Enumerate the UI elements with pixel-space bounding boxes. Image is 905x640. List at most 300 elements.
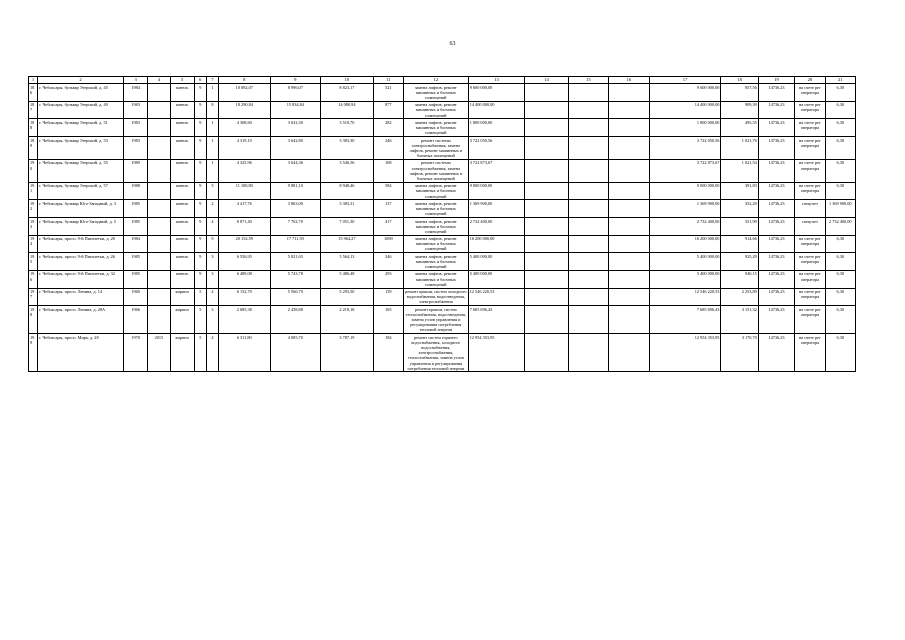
budget-cell: [568, 288, 608, 306]
rate-cell: 6,30: [825, 306, 855, 334]
total-cost-cell: 1 800 000,00: [468, 119, 525, 137]
floors-cell: 9: [194, 84, 206, 102]
floors-cell: 5: [194, 288, 206, 306]
wall-material-cell: панель: [170, 159, 194, 182]
build-year-cell: 1983: [124, 101, 148, 119]
rate-cell: 6,30: [825, 182, 855, 200]
owners-funds-cell: 14 400 000,00: [649, 101, 721, 119]
owners-funds-cell: 3 722 873,67: [649, 159, 721, 182]
total-cost-cell: 14 400 000,00: [468, 101, 525, 119]
rate-cell: 6,30: [825, 84, 855, 102]
wall-material-cell: кирпич: [170, 288, 194, 306]
residents-cell: 168: [373, 159, 403, 182]
fund-cell: [525, 119, 568, 137]
address-cell: г. Чебоксары, бульвар Юго-Западный, д. 3: [38, 200, 124, 218]
fund-cell: [525, 84, 568, 102]
work-type-cell: ремонт крыши, систем теплоснабжения, водоотведения, замена узлов управления и регулирования потребления тепловой энергии: [403, 306, 468, 334]
address-cell: г. Чебоксары, бульвар Эгерский, д. 45: [38, 84, 124, 102]
floors-cell: 9: [194, 270, 206, 288]
cost-per-sqm-cell: 925,29: [721, 253, 758, 271]
fund-cell: [525, 101, 568, 119]
cost-per-sqm-cell: 3 151,32: [721, 306, 758, 334]
column-number: 11: [373, 77, 403, 84]
residents-cell: 246: [373, 136, 403, 159]
owners-funds-cell: 9 600 000,00: [649, 84, 721, 102]
cost-per-sqm-cell: 1 021,54: [721, 159, 758, 182]
cost-per-sqm-cell: 914,66: [721, 235, 758, 253]
reconstruction-year-cell: [148, 235, 170, 253]
total-area-cell: 4 308,60: [219, 119, 271, 137]
column-number: 10: [321, 77, 374, 84]
wall-material-cell: панель: [170, 136, 194, 159]
table-row: [29, 253, 856, 271]
table-row: [29, 306, 856, 334]
work-type-cell: ремонт систем горячего водоснабжения, холодного водоснабжения, электроснабжения, теплоснабжения, замена узлов управления и регулирования потребления тепловой энергии: [403, 334, 468, 372]
rate-cell: 1 369 900,00: [825, 200, 855, 218]
total-cost-cell: 2 732 400,00: [468, 217, 525, 235]
other-cell: [609, 253, 649, 271]
limit-cost-cell: 14736,23: [758, 288, 794, 306]
row-number: 195: [29, 253, 38, 271]
column-number: 7: [206, 77, 218, 84]
floors-cell: 9: [194, 136, 206, 159]
column-number: 13: [468, 77, 525, 84]
reconstruction-year-cell: [148, 217, 170, 235]
reconstruction-year-cell: [148, 119, 170, 137]
address-cell: г. Чебоксары, бульвар Эгерский, д. 51: [38, 119, 124, 137]
limit-cost-cell: 14736,23: [758, 119, 794, 137]
owners-funds-cell: 7 685 696,43: [649, 306, 721, 334]
owners-funds-cell: 16 200 000,00: [649, 235, 721, 253]
living-area-cell: 14 080,94: [321, 101, 374, 119]
owners-funds-cell: 12 954 353,95: [649, 334, 721, 372]
column-number: 2: [38, 77, 124, 84]
premises-area-cell: 4 085,70: [270, 334, 321, 372]
total-area-cell: 10 082,07: [219, 84, 271, 102]
fund-cell: [525, 217, 568, 235]
limit-cost-cell: 14736,23: [758, 306, 794, 334]
other-cell: [609, 182, 649, 200]
living-area-cell: 8 948,46: [321, 182, 374, 200]
residents-cell: 877: [373, 101, 403, 119]
limit-cost-cell: 14736,23: [758, 334, 794, 372]
fund-cell: [525, 200, 568, 218]
premises-area-cell: 7 762,70: [270, 217, 321, 235]
owners-funds-cell: 3 722 050,56: [649, 136, 721, 159]
work-type-cell: ремонт крыши, систем холодного водоснабжения, водоотведения, электроснабжения: [405, 289, 467, 305]
work-type-cell: замена лифтов, ремонт машинных и блочных помещений: [403, 200, 468, 218]
column-number: 18: [721, 77, 758, 84]
work-type-cell: ремонт системы электроснабжения, замена лифтов, ремонт машинных и блочных помещений: [403, 136, 468, 159]
account-type-cell: на счете рег оператора: [795, 136, 825, 159]
table-row: [29, 235, 856, 253]
rate-cell: 6,30: [825, 101, 855, 119]
living-area-cell: 5 293,50: [321, 288, 374, 306]
cost-per-sqm-cell: 351,99: [721, 217, 758, 235]
total-area-cell: 6 311,80: [219, 334, 271, 372]
build-year-cell: 1989: [124, 159, 148, 182]
reconstruction-year-cell: [148, 182, 170, 200]
other-cell: [609, 235, 649, 253]
build-year-cell: 1983: [124, 136, 148, 159]
total-cost-cell: 12 954 353,95: [468, 334, 525, 372]
entrances-cell: 4: [206, 288, 218, 306]
floors-cell: 9: [194, 101, 206, 119]
address-cell: г. Чебоксары, бульвар Юго-Западный, д. 5: [38, 217, 124, 235]
column-number: 17: [649, 77, 721, 84]
table-row: [29, 334, 856, 372]
total-cost-cell: 3 722 050,56: [468, 136, 525, 159]
address-cell: г. Чебоксары, бульвар Эгерский, д. 49: [38, 101, 124, 119]
rate-cell: 6,30: [825, 136, 855, 159]
fund-cell: [525, 182, 568, 200]
living-area-cell: 3 383,30: [321, 136, 374, 159]
living-area-cell: 2 218,18: [321, 306, 374, 334]
limit-cost-cell: 14736,23: [758, 101, 794, 119]
account-type-cell: спецсчет: [795, 217, 825, 235]
total-area-cell: 20 152,59: [219, 235, 271, 253]
cost-per-sqm-cell: 391,83: [721, 182, 758, 200]
total-cost-cell: 9 000 000,00: [468, 182, 525, 200]
column-number: 16: [609, 77, 649, 84]
row-number: 190: [29, 159, 38, 182]
work-type-cell: замена лифтов, ремонт машинных и блочных помещений: [403, 101, 468, 119]
floors-cell: 9: [194, 200, 206, 218]
wall-material-cell: панель: [170, 182, 194, 200]
premises-area-cell: 3 642,80: [270, 136, 321, 159]
budget-cell: [568, 270, 608, 288]
other-cell: [609, 101, 649, 119]
budget-cell: [568, 119, 608, 137]
limit-cost-cell: 14736,23: [758, 136, 794, 159]
build-year-cell: 1983: [124, 119, 148, 137]
budget-cell: [568, 217, 608, 235]
total-area-cell: 8 871,40: [219, 217, 271, 235]
work-type-cell: замена лифтов, ремонт машинных и блочных помещений: [403, 84, 468, 102]
premises-area-cell: 5 821,65: [270, 253, 321, 271]
floors-cell: 5: [194, 306, 206, 334]
row-number: 191: [29, 182, 38, 200]
rate-cell: 6,30: [825, 235, 855, 253]
rate-cell: 6,30: [825, 270, 855, 288]
total-cost-cell: 16 200 000,00: [468, 235, 525, 253]
wall-material-cell: кирпич: [170, 306, 194, 334]
cost-per-sqm-cell: 940,15: [721, 270, 758, 288]
build-year-cell: 1960: [124, 288, 148, 306]
entrances-cell: 4: [206, 334, 218, 372]
row-number: 196: [29, 270, 38, 288]
cost-per-sqm-cell: 352,29: [721, 200, 758, 218]
address-cell: г. Чебоксары, просп. 9-й Пятилетки, д. 20: [38, 235, 124, 253]
fund-cell: [525, 306, 568, 334]
build-year-cell: 1984: [124, 235, 148, 253]
premises-area-cell: 5 743,78: [270, 270, 321, 288]
premises-area-cell: 3 863,00: [270, 200, 321, 218]
build-year-cell: 1985: [124, 200, 148, 218]
work-type-cell: замена лифтов, ремонт машинных и блочных помещений: [403, 235, 468, 253]
build-year-cell: 1966: [124, 306, 148, 334]
cost-per-sqm-cell: 3 170,70: [721, 334, 758, 372]
address-cell: г. Чебоксары, бульвар Эгерский, д. 55: [38, 159, 124, 182]
entrances-cell: 3: [206, 270, 218, 288]
budget-cell: [568, 334, 608, 372]
fund-cell: [525, 288, 568, 306]
table-row: [29, 101, 856, 119]
column-number: 20: [795, 77, 825, 84]
total-area-cell: 6 556,95: [219, 253, 271, 271]
row-number: 193: [29, 217, 38, 235]
premises-area-cell: 5 566,70: [270, 288, 321, 306]
column-number: 8: [219, 77, 271, 84]
other-cell: [609, 334, 649, 372]
fund-cell: [525, 235, 568, 253]
rate-cell: 6,30: [825, 253, 855, 271]
column-number: 9: [270, 77, 321, 84]
entrances-cell: 2: [206, 200, 218, 218]
wall-material-cell: кирпич: [170, 334, 194, 372]
page-number: 63: [449, 41, 456, 47]
work-type-cell: ремонт системы электроснабжения, замена лифтов, ремонт машинных и блочных помещений: [403, 159, 468, 182]
reconstruction-year-cell: [148, 84, 170, 102]
living-area-cell: 3 383,31: [321, 200, 374, 218]
address-cell: г. Чебоксары, просп. Ленина, д. 28А: [38, 306, 124, 334]
floors-cell: 9: [194, 119, 206, 137]
owners-funds-cell: 5 400 000,00: [649, 270, 721, 288]
table-row: [29, 159, 856, 182]
work-type-cell: замена лифтов, ремонт машинных и блочных помещений: [403, 270, 468, 288]
residents-cell: 521: [373, 84, 403, 102]
fund-cell: [525, 334, 568, 372]
living-area-cell: 3 546,56: [321, 159, 374, 182]
reconstruction-year-cell: [148, 306, 170, 334]
premises-area-cell: 15 834,84: [270, 101, 321, 119]
total-area-cell: 11 100,80: [219, 182, 271, 200]
account-type-cell: на счете рег оператора: [795, 334, 825, 372]
reconstruction-year-cell: [148, 136, 170, 159]
living-area-cell: 3 510,70: [321, 119, 374, 137]
budget-cell: [568, 235, 608, 253]
entrances-cell: 1: [206, 136, 218, 159]
address-cell: г. Чебоксары, просп. 9-й Пятилетки, д. 26: [38, 253, 124, 271]
total-cost-cell: 3 722 873,67: [468, 159, 525, 182]
address-cell: г. Чебоксары, просп. Ленина, д. 14: [38, 288, 124, 306]
entrances-cell: 3: [206, 253, 218, 271]
work-type-cell: замена лифтов, ремонт машинных и блочных помещений: [403, 253, 468, 271]
cost-per-sqm-cell: 909,39: [721, 101, 758, 119]
table-row: [29, 119, 856, 137]
reconstruction-year-cell: [148, 159, 170, 182]
entrances-cell: 8: [206, 101, 218, 119]
other-cell: [609, 270, 649, 288]
account-type-cell: на счете рег оператора: [795, 119, 825, 137]
account-type-cell: на счете рег оператора: [795, 270, 825, 288]
column-number: 14: [525, 77, 568, 84]
column-number: 15: [568, 77, 608, 84]
owners-funds-cell: 9 000 000,00: [649, 182, 721, 200]
build-year-cell: 1985: [124, 217, 148, 235]
account-type-cell: на счете рег оператора: [795, 253, 825, 271]
floors-cell: 9: [194, 253, 206, 271]
column-number: 19: [758, 77, 794, 84]
column-number: 3: [124, 77, 148, 84]
budget-cell: [568, 84, 608, 102]
residents-cell: 417: [373, 217, 403, 235]
living-area-cell: 7 051,30: [321, 217, 374, 235]
work-type-cell: замена лифтов, ремонт машинных и блочных помещений: [403, 119, 468, 137]
reconstruction-year-cell: [148, 270, 170, 288]
rate-cell: 6,30: [825, 119, 855, 137]
residents-cell: 293: [373, 270, 403, 288]
total-area-cell: 4 417,76: [219, 200, 271, 218]
capital-repair-table: [28, 76, 856, 372]
total-area-cell: 18 290,84: [219, 101, 271, 119]
column-number-row: [29, 77, 856, 84]
budget-cell: [568, 136, 608, 159]
entrances-cell: 5: [206, 182, 218, 200]
wall-material-cell: панель: [170, 217, 194, 235]
residents-cell: 137: [373, 200, 403, 218]
total-area-cell: 6 152,70: [219, 288, 271, 306]
residents-cell: 139: [373, 288, 403, 306]
other-cell: [609, 136, 649, 159]
row-number: 188: [29, 119, 38, 137]
living-area-cell: 5 564,13: [321, 253, 374, 271]
limit-cost-cell: 14736,23: [758, 200, 794, 218]
table-row: [29, 182, 856, 200]
build-year-cell: 1984: [124, 84, 148, 102]
total-area-cell: 2 685,38: [219, 306, 271, 334]
residents-cell: 282: [373, 119, 403, 137]
cost-per-sqm-cell: 2 253,80: [721, 288, 758, 306]
reconstruction-year-cell: 2015: [148, 334, 170, 372]
account-type-cell: на счете рег оператора: [795, 235, 825, 253]
total-area-cell: 4 325,96: [219, 159, 271, 182]
reconstruction-year-cell: [148, 101, 170, 119]
premises-area-cell: 3 644,36: [270, 159, 321, 182]
limit-cost-cell: 14736,23: [758, 84, 794, 102]
owners-funds-cell: 1 369 900,00: [649, 200, 721, 218]
floors-cell: 9: [194, 159, 206, 182]
wall-material-cell: панель: [170, 119, 194, 137]
account-type-cell: на счете рег оператора: [795, 182, 825, 200]
account-type-cell: на счете рег оператора: [795, 159, 825, 182]
wall-material-cell: панель: [170, 270, 194, 288]
total-cost-cell: 12 546 220,53: [468, 288, 525, 306]
wall-material-cell: панель: [170, 253, 194, 271]
build-year-cell: 1985: [124, 270, 148, 288]
column-number: 12: [403, 77, 468, 84]
entrances-cell: 9: [206, 235, 218, 253]
address-cell: г. Чебоксары, просп. 9-й Пятилетки, д. 32: [38, 270, 124, 288]
wall-material-cell: панель: [170, 101, 194, 119]
premises-area-cell: 17 711,59: [270, 235, 321, 253]
row-number: 199: [29, 334, 38, 372]
entrances-cell: 1: [206, 119, 218, 137]
account-type-cell: на счете рег оператора: [795, 84, 825, 102]
table-row: [29, 217, 856, 235]
entrances-cell: 3: [206, 306, 218, 334]
fund-cell: [525, 159, 568, 182]
column-number: 4: [148, 77, 170, 84]
rate-cell: 6,30: [825, 288, 855, 306]
row-number: 194: [29, 235, 38, 253]
total-cost-cell: 5 400 000,00: [468, 253, 525, 271]
build-year-cell: 1988: [124, 182, 148, 200]
total-cost-cell: 1 369 900,00: [468, 200, 525, 218]
fund-cell: [525, 253, 568, 271]
work-type-cell: замена лифтов, ремонт машинных и блочных помещений: [403, 182, 468, 200]
total-cost-cell: 9 600 000,00: [468, 84, 525, 102]
rate-cell: 6,30: [825, 334, 855, 372]
other-cell: [609, 159, 649, 182]
budget-cell: [568, 182, 608, 200]
reconstruction-year-cell: [148, 200, 170, 218]
limit-cost-cell: 14736,23: [758, 217, 794, 235]
address-cell: г. Чебоксары, просп. Мира, д. 28: [38, 334, 124, 372]
owners-funds-cell: 12 546 220,53: [649, 288, 721, 306]
living-area-cell: 15 964,27: [321, 235, 374, 253]
budget-cell: [568, 306, 608, 334]
premises-area-cell: 2 438,88: [270, 306, 321, 334]
limit-cost-cell: 14736,23: [758, 270, 794, 288]
living-area-cell: 5 486,48: [321, 270, 374, 288]
floors-cell: 9: [194, 217, 206, 235]
table-row: [29, 200, 856, 218]
budget-cell: [568, 253, 608, 271]
reconstruction-year-cell: [148, 253, 170, 271]
rate-cell: 2 732 400,00: [825, 217, 855, 235]
cost-per-sqm-cell: 495,55: [721, 119, 758, 137]
table-row: [29, 136, 856, 159]
row-number: 197: [29, 288, 38, 306]
total-area-cell: 6 489,08: [219, 270, 271, 288]
premises-area-cell: 8 996,07: [270, 84, 321, 102]
fund-cell: [525, 270, 568, 288]
table-row: [29, 270, 856, 288]
budget-cell: [568, 101, 608, 119]
living-area-cell: 3 787,19: [321, 334, 374, 372]
row-number: 192: [29, 200, 38, 218]
account-type-cell: спецсчет: [795, 200, 825, 218]
premises-area-cell: 9 881,10: [270, 182, 321, 200]
fund-cell: [525, 136, 568, 159]
column-number: 21: [825, 77, 855, 84]
other-cell: [609, 306, 649, 334]
limit-cost-cell: 14736,23: [758, 159, 794, 182]
cost-per-sqm-cell: 857,56: [721, 84, 758, 102]
address-cell: г. Чебоксары, бульвар Эгерский, д. 57: [38, 182, 124, 200]
row-number: 189: [29, 136, 38, 159]
other-cell: [609, 288, 649, 306]
build-year-cell: 1985: [124, 253, 148, 271]
floors-cell: 9: [194, 235, 206, 253]
residents-cell: 184: [373, 334, 403, 372]
premises-area-cell: 3 632,30: [270, 119, 321, 137]
column-number: 6: [194, 77, 206, 84]
living-area-cell: 8 823,17: [321, 84, 374, 102]
table-row: [29, 288, 856, 306]
column-number: 1: [29, 77, 38, 84]
reconstruction-year-cell: [148, 288, 170, 306]
floors-cell: 5: [194, 334, 206, 372]
row-number: 186: [29, 84, 38, 102]
entrances-cell: 1: [206, 159, 218, 182]
entrances-cell: 1: [206, 84, 218, 102]
residents-cell: 165: [373, 306, 403, 334]
budget-cell: [568, 200, 608, 218]
owners-funds-cell: 1 800 000,00: [649, 119, 721, 137]
row-number: 187: [29, 101, 38, 119]
